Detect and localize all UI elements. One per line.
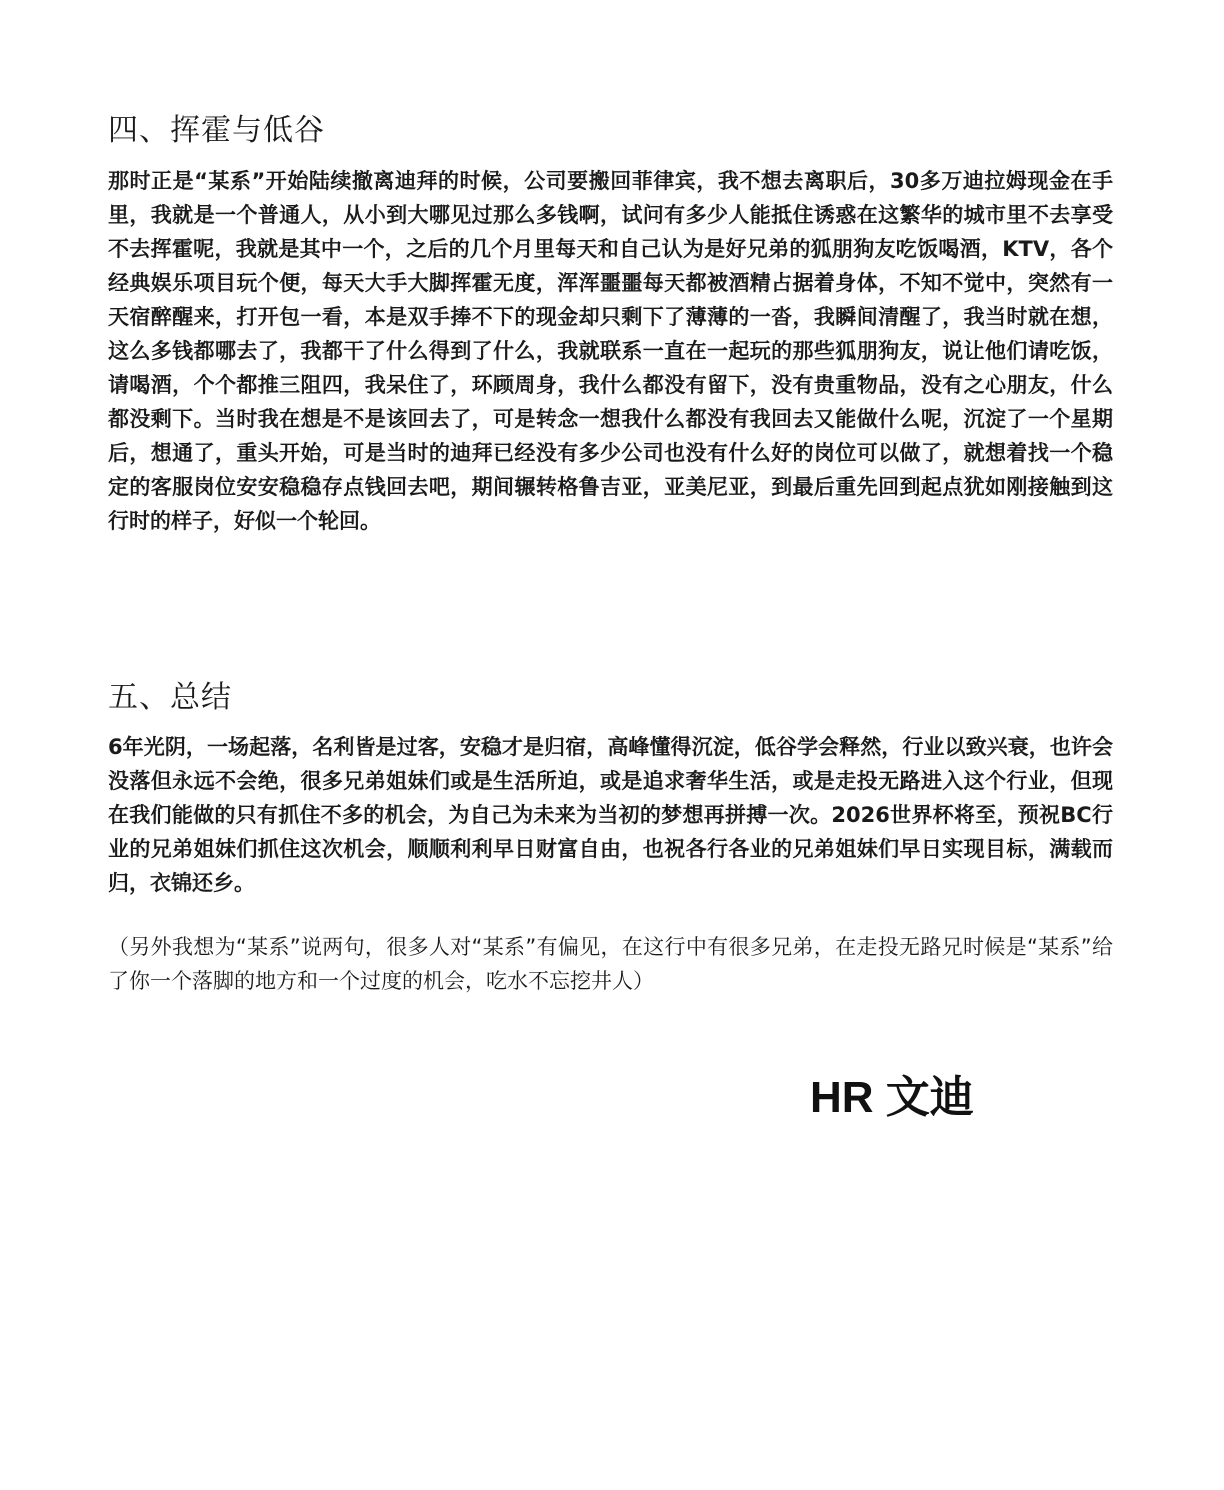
section-paragraph-summary: 6年光阴，一场起落，名利皆是过客，安稳才是归宿，高峰懂得沉淀，低谷学会释然，行业以致兴衰，也许会没落但永远不会绝，很多兄弟姐妹们或是生活所迫，或是追求奢华生活，或是走投无路进入这个行业，但现在我们能做的只有抓住不多的机会，为自己为未来为当初的梦想再拼搏一次。2026世界杯将至，预祝BC行业的兄弟姐妹们抓住这次机会，顺顺利利早日财富自由，也祝各行各业的兄弟姐妹们早日实现目标，满载而归，衣锦还乡。: [108, 735, 1113, 895]
signature: HR 文迪: [810, 1073, 974, 1122]
section-paragraph-squander-and-low: 那时正是“某系”开始陆续撤离迪拜的时候，公司要搬回菲律宾，我不想去离职后，30多万迪拉姆现金在手里，我就是一个普通人，从小到大哪见过那么多钱啊，试问有多少人能抵住诱惑在这繁华的城市里不去享受不去挥霍呢，我就是其中一个，之后的几个月里每天和自己认为是好兄弟的狐朋狗友吃饭喝酒，KTV，各个经典娱乐项目玩个便，每天大手大脚挥霍无度，浑浑噩噩每天都被酒精占据着身体，不知不觉中，突然有一天宿醉醒来，打开包一看，本是双手捧不下的现金却只剩下了薄薄的一沓，我瞬间清醒了，我当时就在想，这么多钱都哪去了，我都干了什么得到了什么，我就联系一直在一起玩的那些狐朋狗友，说让他们请吃饭，请喝酒，个个都推三阻四，我呆住了，环顾周身，我什么都没有留下，没有贵重物品，没有之心朋友，什么都没剩下。当时我在想是不是该回去了，可是转念一想我什么都没有我回去又能做什么呢，沉淀了一个星期后，想通了，重头开始，可是当时的迪拜已经没有多少公司也没有什么好的岗位可以做了，就想着找一个稳定的客服岗位安安稳稳存点钱回去吧，期间辗转格鲁吉亚，亚美尼亚，到最后重先回到起点犹如刚接触到这行时的样子，好似一个轮回。: [108, 169, 1113, 533]
section-title-squander-and-low: 四、挥霍与低谷: [108, 113, 325, 148]
section-note-summary: （另外我想为“某系”说两句，很多人对“某系”有偏见，在这行中有很多兄弟，在走投无路兄时候是“某系”给了你一个落脚的地方和一个过度的机会，吃水不忘挖井人）: [108, 935, 1113, 993]
section-title-summary: 五、总结: [108, 680, 232, 715]
